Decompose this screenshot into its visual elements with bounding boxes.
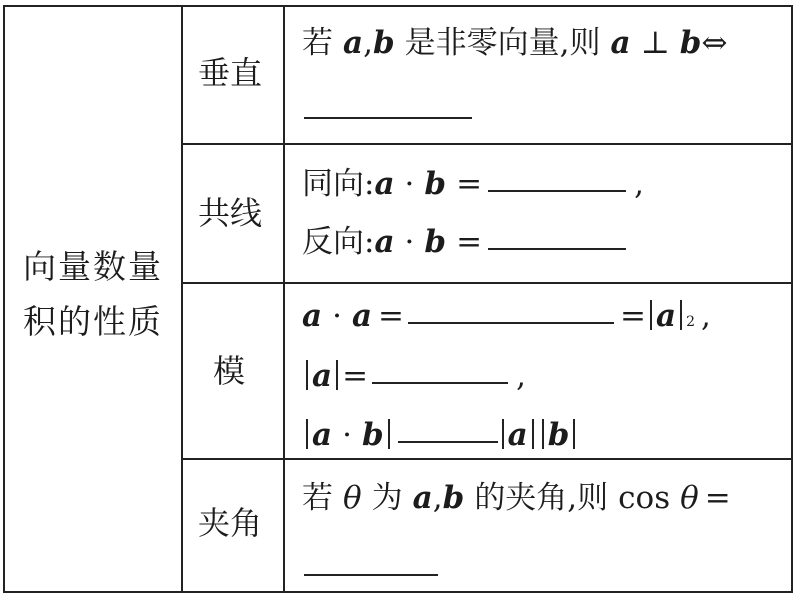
answer-blank-length <box>372 382 508 384</box>
abs-bar <box>680 300 682 330</box>
comma: , <box>363 25 373 61</box>
abs-bar <box>532 419 534 449</box>
theta-symbol: θ <box>680 480 699 516</box>
equals-symbol: = <box>456 224 483 260</box>
vector-a: a <box>302 298 323 334</box>
iff-symbol: ⇔ <box>701 25 728 61</box>
row-label-angle: 夹角 <box>198 504 263 542</box>
cos-function: cos <box>618 480 671 516</box>
text-opposite-direction: 反向: <box>302 224 375 260</box>
property-label <box>5 247 181 341</box>
vector-b: b <box>361 417 384 453</box>
dot-symbol: · <box>342 417 352 453</box>
comma: , <box>516 358 526 394</box>
column-divider-2 <box>283 7 285 591</box>
vector-a: a <box>412 480 433 516</box>
vector-b: b <box>679 25 702 61</box>
vector-a: a <box>351 298 373 334</box>
text-same-direction: 同向: <box>302 166 375 202</box>
abs-bar <box>306 419 308 449</box>
vector-b: b <box>372 25 395 61</box>
property-label-line-1: 向量数量 <box>23 247 163 286</box>
comma: , <box>634 166 644 202</box>
equals-symbol: = <box>378 298 405 334</box>
answer-blank-perpendicular <box>304 117 472 119</box>
collinear-same-direction <box>302 166 644 202</box>
perpendicular-statement <box>302 25 728 61</box>
answer-blank-dot-product <box>408 322 614 324</box>
comma: , <box>432 480 443 516</box>
answer-blank-angle <box>304 574 438 576</box>
column-divider-1 <box>181 7 183 591</box>
vector-a: a <box>312 358 333 394</box>
abs-bar <box>336 360 338 390</box>
comma: , <box>701 298 711 334</box>
equals-symbol: = <box>342 358 369 394</box>
collinear-opposite-direction <box>302 224 626 260</box>
vector-b: b <box>424 224 447 260</box>
vector-a: a <box>343 25 364 61</box>
vector-a: a <box>610 25 631 61</box>
abs-bar <box>573 419 575 449</box>
text-if: 若 <box>302 480 333 516</box>
equals-symbol: = <box>704 480 731 516</box>
vector-a: a <box>374 166 395 202</box>
answer-blank-same <box>488 190 626 192</box>
dot-symbol: · <box>332 298 342 334</box>
vector-a: a <box>656 298 677 334</box>
row-divider-2 <box>181 282 791 284</box>
vector-b: b <box>547 417 570 453</box>
row-divider-3 <box>181 458 791 460</box>
abs-bar <box>502 419 504 449</box>
answer-blank-inequality <box>398 441 498 443</box>
equals-symbol: = <box>620 298 647 334</box>
row-label-collinear: 共线 <box>198 194 263 232</box>
perp-symbol: ⊥ <box>640 25 670 61</box>
dot-symbol: · <box>404 224 415 260</box>
row-label-modulus: 模 <box>213 352 246 390</box>
vector-a: a <box>312 417 333 453</box>
equals-symbol: = <box>456 166 483 202</box>
vector-a: a <box>507 417 528 453</box>
modulus-length <box>302 356 526 392</box>
abs-bar <box>542 419 544 449</box>
vector-b: b <box>424 166 447 202</box>
text-if: 若 <box>302 25 333 61</box>
abs-bar <box>388 419 390 449</box>
modulus-inequality <box>302 415 579 451</box>
text-nonzero: 是非零向量,则 <box>404 25 601 61</box>
abs-bar <box>650 300 652 330</box>
exponent-2: 2 <box>686 314 696 330</box>
vector-b: b <box>442 480 465 516</box>
text-is: 为 <box>371 480 403 516</box>
answer-blank-opposite <box>488 248 626 250</box>
dot-symbol: · <box>404 166 415 202</box>
modulus-square <box>302 296 711 332</box>
theta-symbol: θ <box>343 480 362 516</box>
vector-a: a <box>374 224 395 260</box>
property-label-line-2: 积的性质 <box>23 302 163 341</box>
row-label-perpendicular: 垂直 <box>198 54 263 92</box>
angle-statement <box>302 480 731 516</box>
row-divider-1 <box>181 143 791 145</box>
abs-bar <box>306 360 308 390</box>
text-angle: 的夹角,则 <box>474 480 609 516</box>
